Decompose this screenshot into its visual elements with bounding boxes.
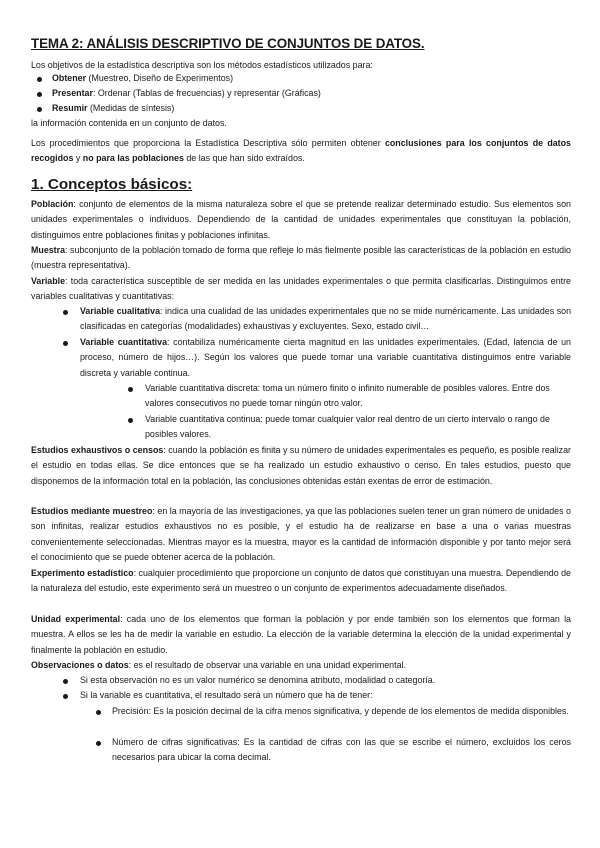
bullet-presentar: Presentar: Ordenar (Tablas de frecuencias) y representar (Gráficas)	[52, 88, 321, 98]
bullet-dot	[63, 694, 68, 699]
section-heading: 1. Conceptos básicos:	[31, 176, 193, 193]
def-estudios-muestreo: Estudios mediante muestreo: en la mayoría de las investigaciones, ya que las poblaciones suelen tener un gran número de unidades o son infinitas, realizar estudios exhaustivos no es posible, y el estudio ha de realizarse en base a una o varias muestras convenientemente seleccionadas. Mientras mayor es la muestra, mayor es la cantidad de información disponible y por tanto mejor será el conocimiento que se puede obtener acerca de la población.	[31, 506, 571, 563]
objectives-line: Los objetivos de la estadística descriptiva son los métodos estadísticos utilizados para:	[31, 60, 373, 70]
def-cifras-significativas: Número de cifras significativas: Es la cantidad de cifras con las que se escribe el número, excluidos los ceros necesarios para ubicar la coma decimal.	[112, 737, 571, 763]
def-estudios-exhaustivos: Estudios exhaustivos o censos: cuando la población es finita y su número de unidades experimentales es pequeño, es posible realizar el estudio en todas ellas. Se dice entonces que se ha realizado un estudio exhaustivo o censo. En tales estudios, puesto que disponemos de la información total en la población, las conclusiones obtenidas están exentas de error de estimación.	[31, 445, 571, 486]
bullet-dot	[37, 92, 42, 97]
page-title: TEMA 2: ANÁLISIS DESCRIPTIVO DE CONJUNTOS DE DATOS.	[31, 36, 425, 51]
bullet-dot	[63, 679, 68, 684]
bullet-dot	[96, 741, 101, 746]
bullet-dot	[37, 77, 42, 82]
def-variable-cuantitativa: Variable cuantitativa: contabiliza numéricamente cierta magnitud en las unidades experimentales. (Edad, latencia de un proceso, número de hijos…). Según los valores que puede tomar una variable cuantitativa distinguimos entre variable discreta y variable continua.	[80, 337, 571, 378]
def-variable-cualitativa: Variable cualitativa: indica una cualidad de las unidades experimentales que no se mide numéricamente. Las unidades son clasificadas en categorías (modalidades) exhaustivas y excluyentes. Sexo, estado civil…	[80, 306, 572, 332]
def-variable-discreta: Variable cuantitativa discreta: toma un número finito o infinito numerable de posibles valores. Entre dos valores consecutivos no puede tomar ningún otro valor.	[145, 383, 550, 409]
def-poblacion: Población: conjunto de elementos de la misma naturaleza sobre el que se pretende realizar determinado estudio. Sus elementos son unidades experimentales o individuos. Dependiendo de la cantidad de unidades experimentales que constituyan la población, distinguimos entre poblaciones finitas y poblaciones infinitas.	[31, 199, 571, 240]
bullet-obtener: Obtener (Muestreo, Diseño de Experimentos)	[52, 73, 234, 83]
intro-after-text: la información contenida en un conjunto de datos.	[31, 118, 227, 128]
procedures-paragraph: Los procedimientos que proporciona la Estadística Descriptiva sólo permiten obtener conclusiones para los conjuntos de datos recogidos y no para las poblaciones de las que han sido extraídos.	[31, 138, 571, 164]
bullet-dot	[37, 107, 42, 112]
def-precision: Precisión: Es la posición decimal de la cifra menos significativa, y depende de los elementos de medida disponibles.	[112, 706, 569, 716]
def-unidad-experimental: Unidad experimental: cada uno de los elementos que forman la población y por ende también son los elementos que forman la muestra. A ellos se les ha de medir la variable en estudio. La elección de la variable determina la elección de la unidad experimental y finalmente la población en estudio.	[31, 614, 571, 655]
bullet-dot	[128, 387, 133, 392]
bullet-dot	[96, 710, 101, 715]
bullet-dot	[128, 418, 133, 423]
obs-bullet-cuantitativa: Si la variable es cuantitativa, el resultado será un número que ha de tener:	[80, 690, 373, 700]
bullet-dot	[63, 310, 68, 315]
def-experimento: Experimento estadístico: cualquier procedimiento que proporcione un conjunto de datos que constituyan una muestra. Dependiendo de la naturaleza del estudio, este experimento será un muestreo o un conjunto de experimentos adecuadamente diseñados.	[31, 568, 571, 594]
def-variable: Variable: toda característica susceptible de ser medida en las unidades experimentales o que permita clasificarlas. Distinguimos entre variables cualitativas y cuantitativas:	[31, 276, 571, 302]
def-muestra: Muestra: subconjunto de la población tomado de forma que refleje lo más fielmente posible las características de la población en estudio (muestra representativa).	[31, 245, 571, 271]
obs-bullet-atributo: Si esta observación no es un valor numérico se denomina atributo, modalidad o categoría.	[80, 675, 436, 685]
def-observaciones: Observaciones o datos: es el resultado de observar una variable en una unidad experimental.	[31, 660, 406, 670]
bullet-dot	[63, 341, 68, 346]
def-variable-continua: Variable cuantitativa continua: puede tomar cualquier valor real dentro de un cierto intervalo o rango de posibles valores.	[145, 414, 550, 440]
bullet-resumir: Resumir (Medidas de síntesis)	[52, 103, 175, 113]
